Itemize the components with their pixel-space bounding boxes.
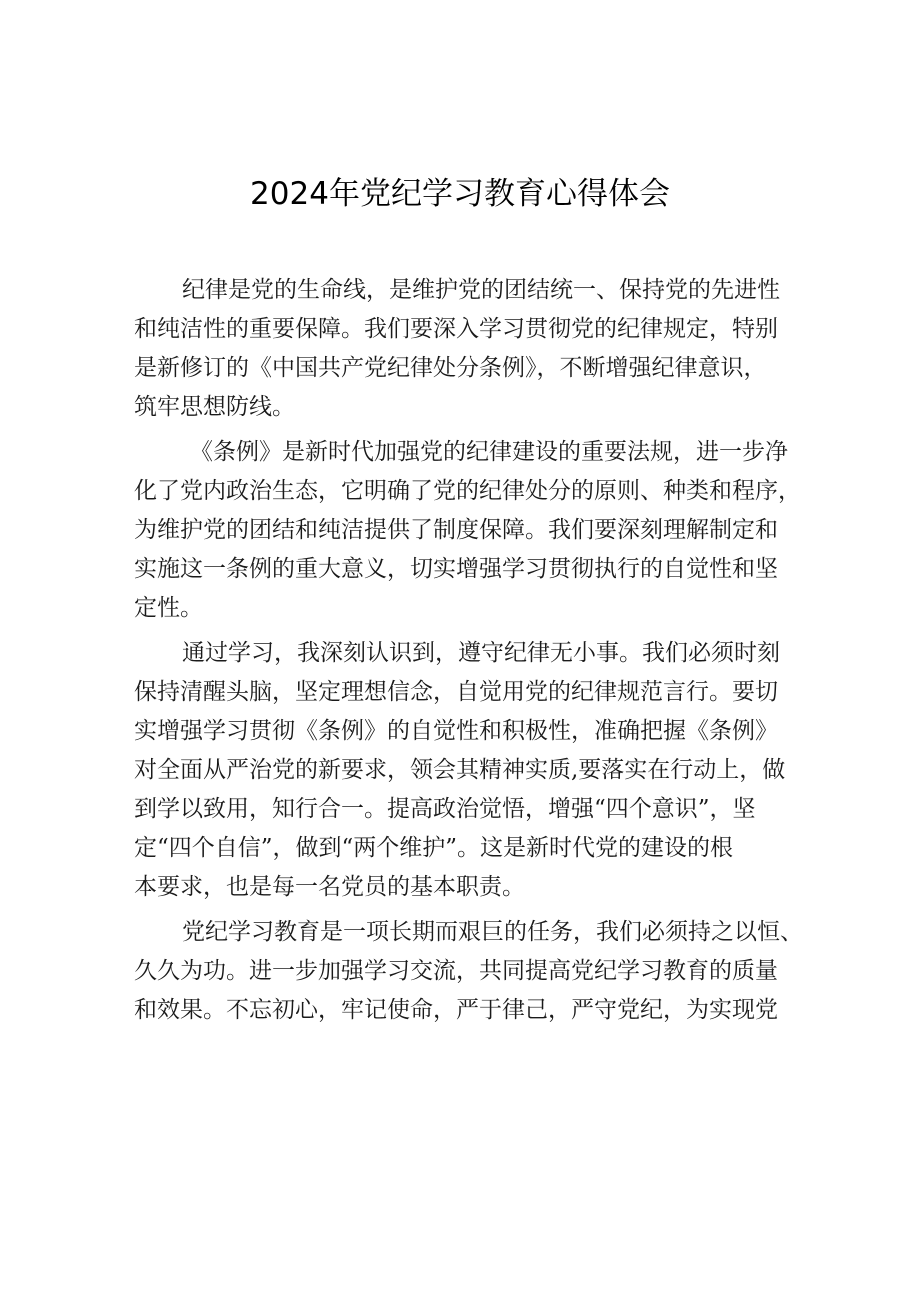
paragraph-line: 到学以致用，知行合一。提高政治觉悟，增强“四个意识”，坚 — [134, 796, 756, 822]
paragraph-line: 定“四个自信”，做到“两个维护”。这是新时代党的建设的根 — [134, 835, 734, 861]
paragraph-line: 对全面从严治党的新要求，领会其精神实质,要落实在行动上，做 — [134, 757, 786, 783]
paragraph-line: 为维护党的团结和纯洁提供了制度保障。我们要深刻理解制定和 — [134, 517, 778, 543]
paragraph-line: 和纯洁性的重要保障。我们要深入学习贯彻党的纪律规定，特别 — [134, 316, 778, 342]
paragraph-3 — [134, 634, 802, 907]
paragraph-line: 通过学习，我深刻认识到，遵守纪律无小事。我们必须时刻 — [182, 640, 780, 666]
paragraph-line: 和效果。不忘初心，牢记使命，严于律己，严守党纪，为实现党 — [134, 997, 778, 1023]
paragraph-2 — [134, 433, 802, 628]
paragraph-line: 实增强学习贯彻《条例》的自觉性和积极性，准确把握《条例》 — [134, 718, 778, 744]
document-title: 2024年党纪学习教育心得体会 — [250, 176, 670, 212]
document-body — [134, 271, 802, 1036]
paragraph-line: 定性。 — [134, 595, 203, 621]
paragraph-line: 保持清醒头脑，坚定理想信念，自觉用党的纪律规范言行。要切 — [134, 679, 778, 705]
paragraph-line: 化了党内政治生态，它明确了党的纪律处分的原则、种类和程序， — [134, 478, 801, 504]
paragraph-line: 是新修订的《中国共产党纪律处分条例》，不断增强纪律意识， — [134, 355, 767, 381]
paragraph-line: 筑牢思想防线。 — [134, 394, 295, 420]
paragraph-4 — [134, 913, 802, 1030]
paragraph-line: 纪律是党的生命线，是维护党的团结统一、保持党的先进性 — [182, 277, 780, 303]
paragraph-line: 久久为功。进一步加强学习交流，共同提高党纪学习教育的质量 — [134, 958, 778, 984]
paragraph-line: 《条例》是新时代加强党的纪律建设的重要法规，进一步净 — [190, 439, 788, 465]
paragraph-1 — [134, 271, 802, 427]
paragraph-line: 实施这一条例的重大意义，切实增强学习贯彻执行的自觉性和坚 — [134, 556, 778, 582]
paragraph-line: 党纪学习教育是一项长期而艰巨的任务，我们必须持之以恒、 — [182, 919, 803, 945]
paragraph-line: 本要求，也是每一名党员的基本职责。 — [134, 874, 525, 900]
